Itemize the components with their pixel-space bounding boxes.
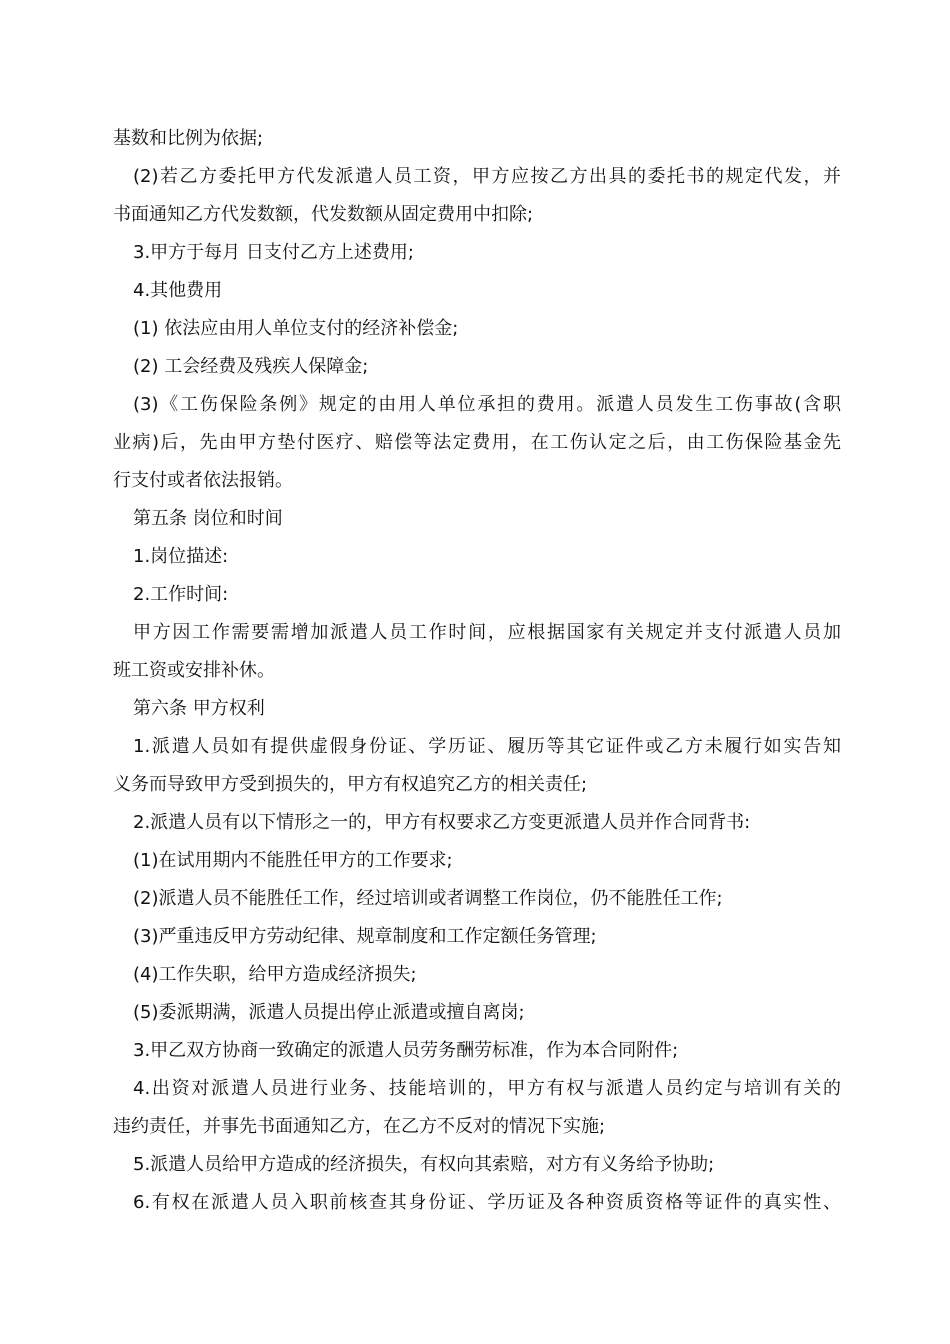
text-line: (5)委派期满，派遣人员提出停止派遣或擅自离岗; <box>133 1002 525 1023</box>
text-line: 5.派遣人员给甲方造成的经济损失，有权向其索赔，对方有义务给予协助; <box>133 1154 715 1175</box>
text-line: 书面通知乙方代发数额，代发数额从固定费用中扣除; <box>113 204 534 225</box>
text-line: 3.甲方于每月 日支付乙方上述费用; <box>133 242 414 263</box>
text-line: 班工资或安排补休。 <box>113 660 275 681</box>
text-line: 行支付或者依法报销。 <box>113 470 293 491</box>
text-line: 2.派遣人员有以下情形之一的，甲方有权要求乙方变更派遣人员并作合同背书: <box>133 812 751 833</box>
text-line: (1) 依法应由用人单位支付的经济补偿金; <box>133 318 459 339</box>
text-line: (3)严重违反甲方劳动纪律、规章制度和工作定额任务管理; <box>133 926 597 947</box>
text-line: (2)若乙方委托甲方代发派遣人员工资，甲方应按乙方出具的委托书的规定代发，并 <box>133 166 841 187</box>
text-line: 3.甲乙双方协商一致确定的派遣人员劳务酬劳标准，作为本合同附件; <box>133 1040 679 1061</box>
section-heading: 第六条 甲方权利 <box>133 698 265 719</box>
text-line: 1.派遣人员如有提供虚假身份证、学历证、履历等其它证件或乙方未履行如实告知 <box>133 736 841 757</box>
text-line: 2.工作时间: <box>133 584 229 605</box>
section-heading: 第五条 岗位和时间 <box>133 508 283 529</box>
document-body <box>113 120 841 1222</box>
text-line: (3)《工伤保险条例》规定的由用人单位承担的费用。派遣人员发生工伤事故(含职 <box>133 394 841 415</box>
text-line: 4.其他费用 <box>133 280 223 301</box>
text-line: 义务而导致甲方受到损失的，甲方有权追究乙方的相关责任; <box>113 774 588 795</box>
text-line: 基数和比例为依据; <box>113 128 264 149</box>
text-line: 1.岗位描述: <box>133 546 229 567</box>
text-line: (2)派遣人员不能胜任工作，经过培训或者调整工作岗位，仍不能胜任工作; <box>133 888 723 909</box>
text-line: (4)工作失职，给甲方造成经济损失; <box>133 964 417 985</box>
text-line: (1)在试用期内不能胜任甲方的工作要求; <box>133 850 453 871</box>
text-line: 违约责任，并事先书面通知乙方，在乙方不反对的情况下实施; <box>113 1116 606 1137</box>
text-line: 4.出资对派遣人员进行业务、技能培训的，甲方有权与派遣人员约定与培训有关的 <box>133 1078 841 1099</box>
text-line: 业病)后，先由甲方垫付医疗、赔偿等法定费用，在工伤认定之后，由工伤保险基金先 <box>113 432 841 453</box>
text-line: 甲方因工作需要需增加派遣人员工作时间，应根据国家有关规定并支付派遣人员加 <box>133 622 841 643</box>
text-line: (2) 工会经费及残疾人保障金; <box>133 356 369 377</box>
text-line: 6.有权在派遣人员入职前核查其身份证、学历证及各种资质资格等证件的真实性、 <box>133 1192 841 1213</box>
